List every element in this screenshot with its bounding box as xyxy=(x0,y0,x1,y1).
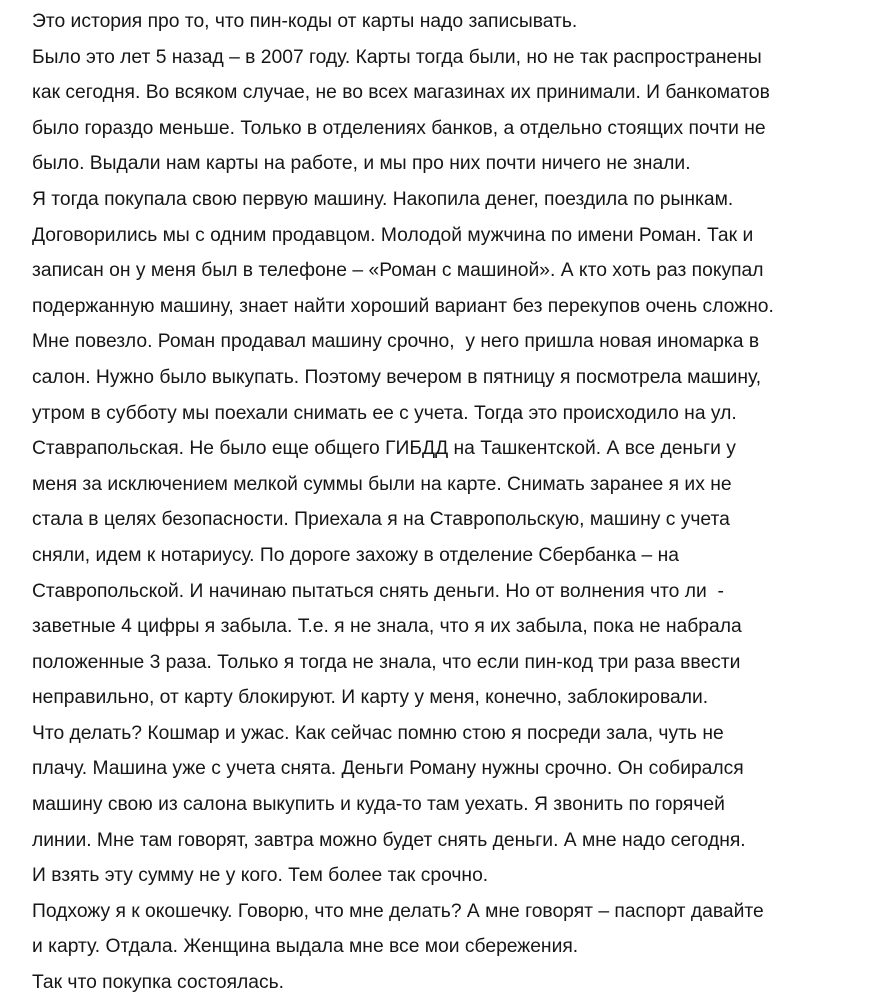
text-line: Что делать? Кошмар и ужас. Как сейчас помню стою я посреди зала, чуть не xyxy=(32,722,724,744)
text-line: стала в целях безопасности. Приехала я на Ставропольскую, машину с учета xyxy=(32,509,730,531)
text-line: неправильно, от карту блокируют. И карту у меня, конечно, заблокировали. xyxy=(32,687,709,709)
text-line: Я тогда покупала свою первую машину. Накопила денег, поездила по рынкам. xyxy=(32,188,734,210)
text-line: И взять эту сумму не у кого. Тем более так срочно. xyxy=(32,865,489,887)
text-line: и карту. Отдала. Женщина выдала мне все мои сбережения. xyxy=(32,936,579,958)
text-line: Так что покупка состоялась. xyxy=(32,972,285,994)
text-line: положенные 3 раза. Только я тогда не знала, что если пин-код три раза ввести xyxy=(32,651,741,673)
text-line: Ставропольской. И начинаю пытаться снять деньги. Но от волнения что ли - xyxy=(32,580,724,602)
text-line: подержанную машину, знает найти хороший вариант без перекупов очень сложно. xyxy=(32,295,774,317)
text-line: Это история про то, что пин-коды от карты надо записывать. xyxy=(32,11,578,32)
text-line: плачу. Машина уже с учета снята. Деньги Роману нужны срочно. Он собирался xyxy=(32,758,744,780)
text-line: машину свою из салона выкупить и куда-то там уехать. Я звонить по горячей xyxy=(32,794,725,816)
text-line: заветные 4 цифры я забыла. Т.е. я не знала, что я их забыла, пока не набрала xyxy=(32,616,742,638)
text-line: утром в субботу мы поехали снимать ее с учета. Тогда это происходило на ул. xyxy=(32,402,737,424)
text-line: было гораздо меньше. Только в отделениях банков, а отдельно стоящих почти не xyxy=(32,117,766,139)
text-line: сняли, идем к нотариусу. По дороге захожу в отделение Сбербанка – на xyxy=(32,544,679,566)
text-line: было. Выдали нам карты на работе, и мы про них почти ничего не знали. xyxy=(32,153,691,175)
text-line: Ставрапольская. Не было еще общего ГИБДД на Ташкентской. А все деньги у xyxy=(32,438,736,460)
text-line: Договорились мы с одним продавцом. Молодой мужчина по имени Роман. Так и xyxy=(32,224,754,246)
text-line: записан он у меня был в телефоне – «Роман с машиной». А кто хоть раз покупал xyxy=(32,260,764,282)
text-line: Подхожу я к окошечку. Говорю, что мне делать? А мне говорят – паспорт давайте xyxy=(32,900,764,922)
text-line: Мне повезло. Роман продавал машину срочно, у него пришла новая иномарка в xyxy=(32,331,760,353)
text-line: меня за исключением мелкой суммы были на карте. Снимать заранее я их не xyxy=(32,473,732,495)
text-line: как сегодня. Во всяком случае, не во всех магазинах их принимали. И банкоматов xyxy=(32,82,770,104)
text-line: Было это лет 5 назад – в 2007 году. Карты тогда были, но не так распространены xyxy=(32,46,762,68)
text-line: салон. Нужно было выкупать. Поэтому вечером в пятницу я посмотрела машину, xyxy=(32,366,762,388)
text-line: линии. Мне там говорят, завтра можно будет снять деньги. А мне надо сегодня. xyxy=(32,829,746,851)
document-body xyxy=(32,4,872,1001)
